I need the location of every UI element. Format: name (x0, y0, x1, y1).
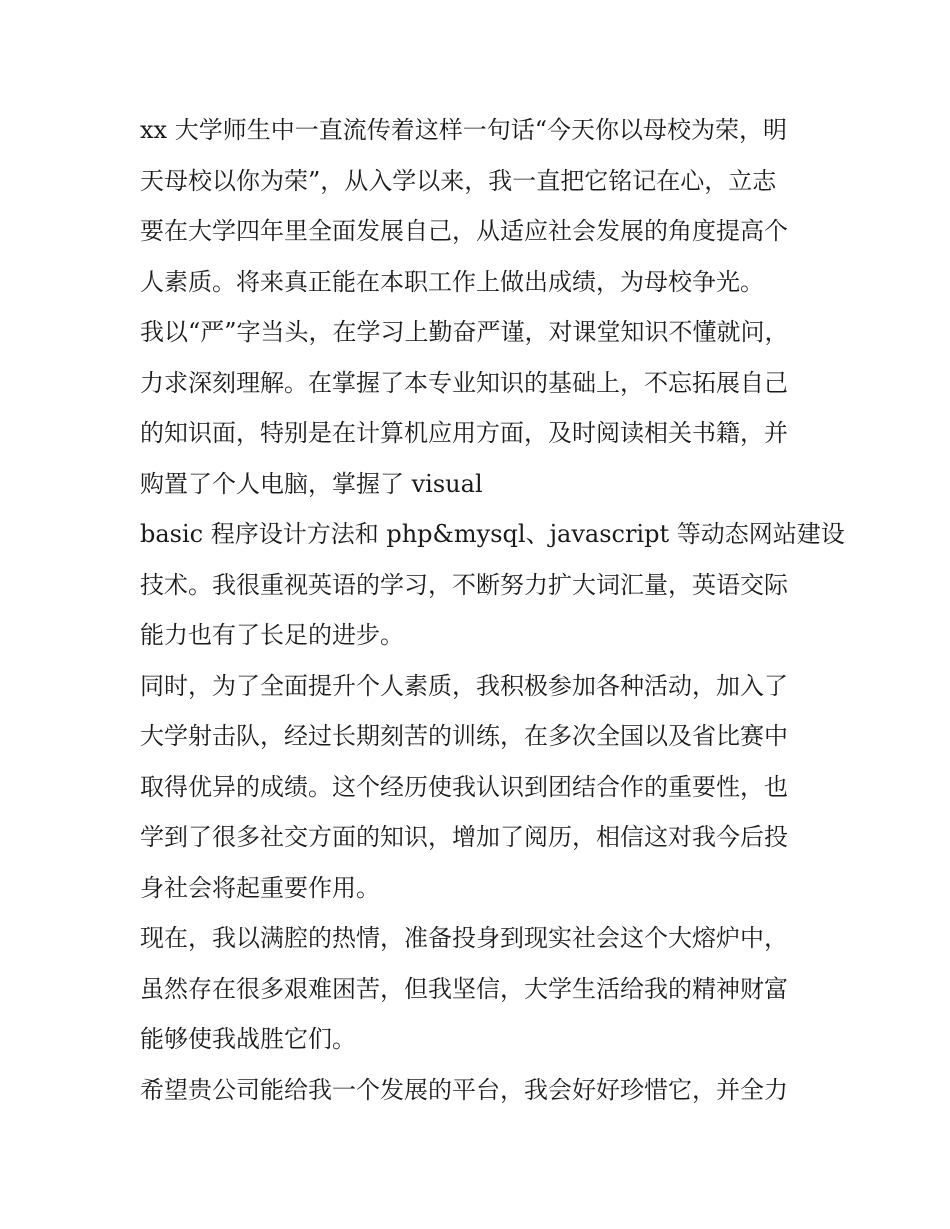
text-line: 要在大学四年里全面发展自己，从适应社会发展的角度提高个 (140, 217, 788, 245)
text-line: 能力也有了长足的进步。 (140, 621, 404, 649)
text-line: 希望贵公司能给我一个发展的平台，我会好好珍惜它，并全力 (140, 1075, 788, 1104)
text-line: 学到了很多社交方面的知识，增加了阅历，相信这对我今后投 (140, 823, 788, 851)
text-line: 我以“严”字当头，在学习上勤奋严谨，对课堂知识不懂就问， (140, 318, 789, 346)
text-line: 取得优异的成绩。这个经历使我认识到团结合作的重要性，也 (140, 772, 788, 801)
text-line: 现在，我以满腔的热情，准备投身到现实社会这个大熔炉中， (140, 924, 788, 952)
text-line: xx 大学师生中一直流传着这样一句话“今天你以母校为荣，明 (140, 116, 787, 144)
text-line: 能够使我战胜它们。 (140, 1025, 356, 1053)
text-line: 的知识面，特别是在计算机应用方面，及时阅读相关书籍，并 (140, 419, 788, 447)
text-line: 力求深刻理解。在掌握了本专业知识的基础上，不忘拓展自己 (140, 368, 788, 397)
text-line: 身社会将起重要作用。 (140, 873, 380, 902)
text-line: basic 程序设计方法和 php&mysql、javascript 等动态网站建设 (140, 520, 845, 548)
text-line: 同时，为了全面提升个人素质，我积极参加各种活动，加入了 (140, 671, 788, 700)
document-body (140, 105, 845, 1115)
text-line: 购置了个人电脑，掌握了 visual (140, 469, 483, 498)
text-line: 大学射击队，经过长期刻苦的训练，在多次全国以及省比赛中 (140, 722, 788, 750)
text-line: 人素质。将来真正能在本职工作上做出成绩，为母校争光。 (140, 267, 764, 296)
text-line: 天母校以你为荣”，从入学以来，我一直把它铭记在心，立志 (140, 166, 777, 195)
text-line: 技术。我很重视英语的学习，不断努力扩大词汇量，英语交际 (140, 570, 788, 599)
text-line: 虽然存在很多艰难困苦，但我坚信，大学生活给我的精神财富 (140, 974, 788, 1003)
